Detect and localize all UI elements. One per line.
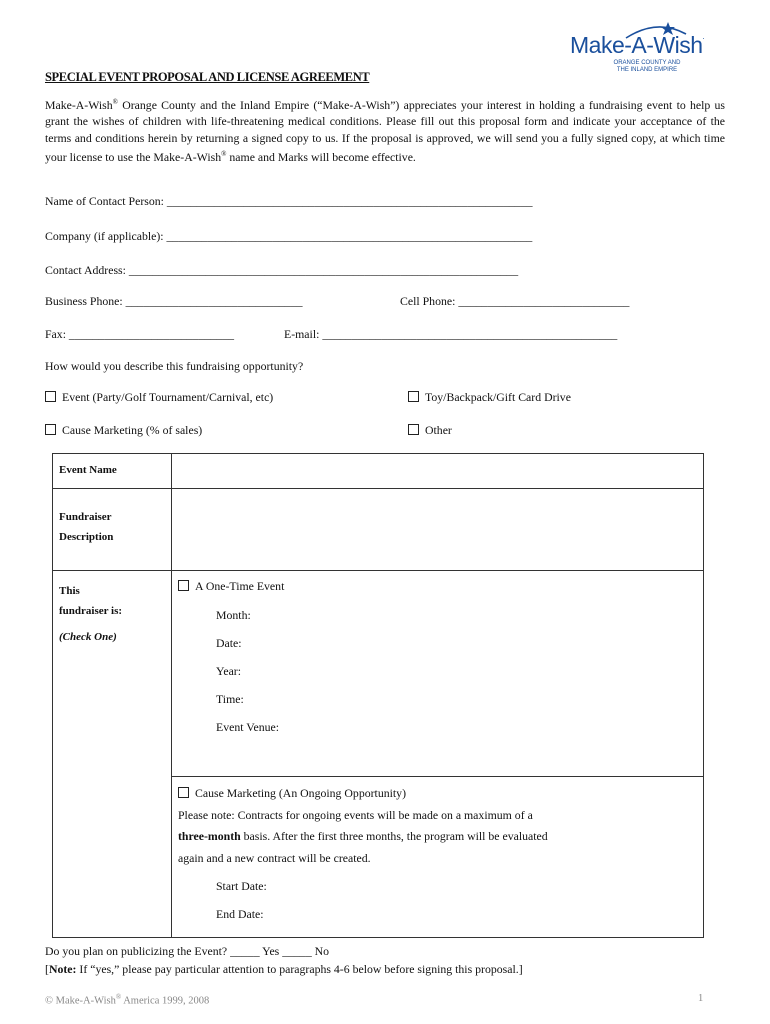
one-time-event-option[interactable]: A One-Time Event [178, 579, 284, 594]
month-field[interactable]: Month: [216, 608, 251, 622]
fundraising-question: How would you describe this fundraising opportunity? [45, 359, 304, 373]
contact-address-field[interactable]: Contact Address: __________________________________________________________________ [45, 263, 519, 277]
contract-note-line-2: three-month basis. After the first three months, the program will be evaluated [178, 829, 548, 843]
publicize-question[interactable]: Do you plan on publicizing the Event? _____ Yes _____ No [45, 944, 330, 958]
event-name-input[interactable] [172, 454, 704, 489]
date-field[interactable]: Date: [216, 636, 242, 650]
table-row [53, 489, 704, 571]
end-date-field[interactable]: End Date: [216, 907, 264, 921]
contract-note-line-1: Please note: Contracts for ongoing events will be made on a maximum of a [178, 808, 533, 822]
option-other[interactable]: Other [408, 423, 452, 438]
cause-marketing-cell [172, 777, 704, 938]
cause-marketing-option[interactable]: Cause Marketing (An Ongoing Opportunity) [178, 786, 406, 801]
intro-paragraph: Make-A-Wish® Orange County and the Inland Empire (“Make-A-Wish”) appreciates your interest in holding a fundraising event to help us grant the wishes of children with life-threatening medical conditions. Please fill out this proposal form and indicate your acceptance of the terms and conditions herein by returning a signed copy to us. If the proposal is approved, we will send you a fully signed copy, at which time your license to use the Make-A-Wish® name and Marks will become effective. [45, 97, 725, 164]
email-field[interactable]: E-mail: __________________________________________________ [284, 327, 618, 341]
table-row [53, 571, 704, 777]
fundraiser-type-label: This fundraiser is: (Check One) [53, 571, 172, 938]
checkbox-icon[interactable] [178, 580, 189, 591]
fundraiser-description-label: Fundraiser Description [53, 489, 172, 571]
checkbox-icon[interactable] [178, 787, 189, 798]
option-event[interactable]: Event (Party/Golf Tournament/Carnival, etc) [45, 390, 273, 405]
table-row [53, 454, 704, 489]
logo-brand: Make-A-Wish. [570, 32, 705, 58]
one-time-event-cell [172, 571, 704, 777]
publicize-note: [Note: If “yes,” please pay particular attention to paragraphs 4-6 below before signing this proposal.] [45, 962, 523, 976]
cell-phone-field[interactable]: Cell Phone: _____________________________ [400, 294, 630, 308]
make-a-wish-logo [566, 20, 726, 80]
business-phone-field[interactable]: Business Phone: ______________________________ [45, 294, 303, 308]
page-number: 1 [698, 993, 704, 1004]
page-title: SPECIAL EVENT PROPOSAL AND LICENSE AGREEMENT [45, 70, 370, 84]
option-toy-drive[interactable]: Toy/Backpack/Gift Card Drive [408, 390, 571, 405]
copyright-footer: © Make-A-Wish® America 1999, 2008 [45, 993, 210, 1007]
year-field[interactable]: Year: [216, 664, 242, 678]
company-field[interactable]: Company (if applicable): ______________________________________________________________ [45, 229, 533, 243]
fax-field[interactable]: Fax: ____________________________ [45, 327, 235, 341]
time-field[interactable]: Time: [216, 692, 244, 706]
checkbox-icon[interactable] [408, 424, 419, 435]
contact-person-field[interactable]: Name of Contact Person: ______________________________________________________________ [45, 194, 533, 208]
logo-subtitle: ORANGE COUNTY AND THE INLAND EMPIRE [613, 60, 681, 73]
option-cause-marketing[interactable]: Cause Marketing (% of sales) [45, 423, 202, 438]
checkbox-icon[interactable] [45, 391, 56, 402]
event-details-table [52, 453, 704, 938]
event-venue-field[interactable]: Event Venue: [216, 720, 280, 734]
checkbox-icon[interactable] [408, 391, 419, 402]
start-date-field[interactable]: Start Date: [216, 879, 267, 893]
event-name-label: Event Name [53, 454, 172, 489]
checkbox-icon[interactable] [45, 424, 56, 435]
fundraiser-description-input[interactable] [172, 489, 704, 571]
contract-note-line-3: again and a new contract will be created. [178, 851, 371, 865]
